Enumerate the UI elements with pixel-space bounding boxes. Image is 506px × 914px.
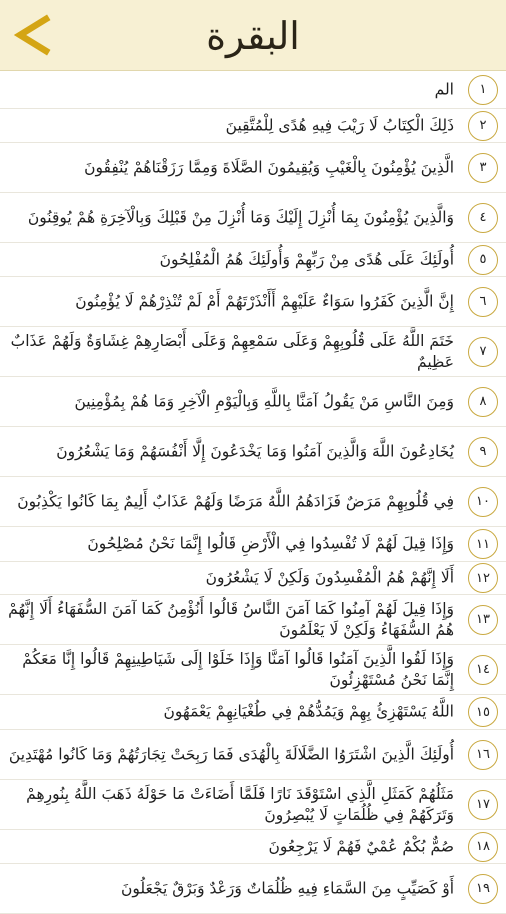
verse-text: مَثَلُهُمْ كَمَثَلِ الَّذِي اسْتَوْقَدَ نَارًا فَلَمَّا أَضَاءَتْ مَا حَوْلَهُ ذَهَبَ اللَّهُ بِنُورِهِمْ وَتَرَكَهُمْ فِي ظُلُمَاتٍ لَا يُبْصِرُونَ <box>26 784 454 824</box>
verse-text: أَلَا إِنَّهُمْ هُمُ الْمُفْسِدُونَ وَلَكِنْ لَا يَشْعُرُونَ <box>205 568 454 587</box>
list-item[interactable] <box>0 562 506 595</box>
list-item[interactable] <box>0 864 506 914</box>
verse-text: الَّذِينَ يُؤْمِنُونَ بِالْغَيْبِ وَيُقِيمُونَ الصَّلَاةَ وَمِمَّا رَزَقْنَاهُمْ يُنْفِقُونَ <box>84 158 454 176</box>
list-item[interactable] <box>0 780 506 830</box>
verse-number-badge: ١٢ <box>468 563 498 593</box>
verse-number-badge: ٤ <box>468 203 498 233</box>
verse-number-badge: ١٨ <box>468 832 498 862</box>
verse-number-badge: ٣ <box>468 153 498 183</box>
list-item[interactable] <box>0 193 506 243</box>
verse-number-badge: ١٣ <box>468 605 498 635</box>
verse-number-badge: ١٠ <box>468 487 498 517</box>
list-item[interactable] <box>0 109 506 143</box>
verse-number-badge: ٢ <box>468 111 498 141</box>
verse-number-badge: ١٧ <box>468 790 498 820</box>
list-item[interactable] <box>0 477 506 527</box>
list-item[interactable] <box>0 143 506 193</box>
verse-text: وَإِذَا قِيلَ لَهُمْ لَا تُفْسِدُوا فِي الْأَرْضِ قَالُوا إِنَّمَا نَحْنُ مُصْلِحُونَ <box>87 534 454 553</box>
verse-text: ذَلِكَ الْكِتَابُ لَا رَيْبَ فِيهِ هُدًى لِلْمُتَّقِينَ <box>225 116 454 134</box>
list-item[interactable] <box>0 377 506 427</box>
verse-text: وَإِذَا لَقُوا الَّذِينَ آمَنُوا قَالُوا آمَنَّا وَإِذَا خَلَوْا إِلَى شَيَاطِينِهِمْ قَالُوا إِنَّا مَعَكُمْ إِنَّمَا نَحْنُ مُسْتَهْزِئُونَ <box>22 649 454 689</box>
verse-text: أُولَئِكَ عَلَى هُدًى مِنْ رَبِّهِمْ وَأُولَئِكَ هُمُ الْمُفْلِحُونَ <box>159 250 454 268</box>
verse-number-badge: ١١ <box>468 529 498 559</box>
list-item[interactable] <box>0 830 506 864</box>
verse-number-badge: ٥ <box>468 245 498 275</box>
verse-text: خَتَمَ اللَّهُ عَلَى قُلُوبِهِمْ وَعَلَى سَمْعِهِمْ وَعَلَى أَبْصَارِهِمْ غِشَاوَةٌ وَلَهُمْ عَذَابٌ عَظِيمٌ <box>10 331 454 371</box>
list-item[interactable] <box>0 595 506 645</box>
verse-number-badge: ٩ <box>468 437 498 467</box>
verse-text: صُمٌّ بُكْمٌ عُمْيٌ فَهُمْ لَا يَرْجِعُونَ <box>268 837 454 855</box>
verse-text: وَالَّذِينَ يُؤْمِنُونَ بِمَا أُنْزِلَ إِلَيْكَ وَمَا أُنْزِلَ مِنْ قَبْلِكَ وَبِالْآخِرَةِ هُمْ يُوقِنُونَ <box>27 208 454 226</box>
verse-number-badge: ١٩ <box>468 874 498 904</box>
list-item[interactable] <box>0 645 506 695</box>
list-item[interactable] <box>0 327 506 377</box>
verse-text: إِنَّ الَّذِينَ كَفَرُوا سَوَاءٌ عَلَيْهِمْ أَأَنْذَرْتَهُمْ أَمْ لَمْ تُنْذِرْهُمْ لَا يُؤْمِنُونَ <box>75 292 454 310</box>
verse-number-badge: ١٦ <box>468 740 498 770</box>
verse-text: أَوْ كَصَيِّبٍ مِنَ السَّمَاءِ فِيهِ ظُلُمَاتٌ وَرَعْدٌ وَبَرْقٌ يَجْعَلُونَ <box>120 879 454 897</box>
verse-text: الم <box>434 80 454 98</box>
verse-number-badge: ٦ <box>468 287 498 317</box>
page-title: البقرة <box>206 14 300 58</box>
list-item[interactable] <box>0 695 506 730</box>
list-item[interactable] <box>0 243 506 277</box>
list-item[interactable] <box>0 277 506 327</box>
verse-number-badge: ١ <box>468 75 498 105</box>
verse-text: أُولَئِكَ الَّذِينَ اشْتَرَوُا الضَّلَالَةَ بِالْهُدَى فَمَا رَبِحَتْ تِجَارَتُهُمْ وَمَا كَانُوا مُهْتَدِينَ <box>8 745 454 763</box>
list-item[interactable] <box>0 527 506 562</box>
list-item[interactable] <box>0 427 506 477</box>
top-bar <box>0 0 506 71</box>
verse-number-badge: ١٥ <box>468 697 498 727</box>
verse-number-badge: ١٤ <box>468 655 498 685</box>
list-item[interactable] <box>0 71 506 109</box>
verse-text: اللَّهُ يَسْتَهْزِئُ بِهِمْ وَيَمُدُّهُمْ فِي طُغْيَانِهِمْ يَعْمَهُونَ <box>163 702 454 721</box>
verse-number-badge: ٨ <box>468 387 498 417</box>
verse-list[interactable] <box>0 71 506 914</box>
verse-text: وَإِذَا قِيلَ لَهُمْ آمِنُوا كَمَا آمَنَ النَّاسُ قَالُوا أَنُؤْمِنُ كَمَا آمَنَ السُّفَهَاءُ أَلَا إِنَّهُمْ هُمُ السُّفَهَاءُ وَلَكِنْ لَا يَعْلَمُونَ <box>8 599 454 639</box>
list-item[interactable] <box>0 730 506 780</box>
verse-text: يُخَادِعُونَ اللَّهَ وَالَّذِينَ آمَنُوا وَمَا يَخْدَعُونَ إِلَّا أَنْفُسَهُمْ وَمَا يَشْعُرُونَ <box>56 442 454 460</box>
verse-text: وَمِنَ النَّاسِ مَنْ يَقُولُ آمَنَّا بِاللَّهِ وَبِالْيَوْمِ الْآخِرِ وَمَا هُمْ بِمُؤْمِنِينَ <box>74 392 454 410</box>
verse-text: فِي قُلُوبِهِمْ مَرَضٌ فَزَادَهُمُ اللَّهُ مَرَضًا وَلَهُمْ عَذَابٌ أَلِيمٌ بِمَا كَانُوا يَكْذِبُونَ <box>17 492 454 510</box>
verse-number-badge: ٧ <box>468 337 498 367</box>
